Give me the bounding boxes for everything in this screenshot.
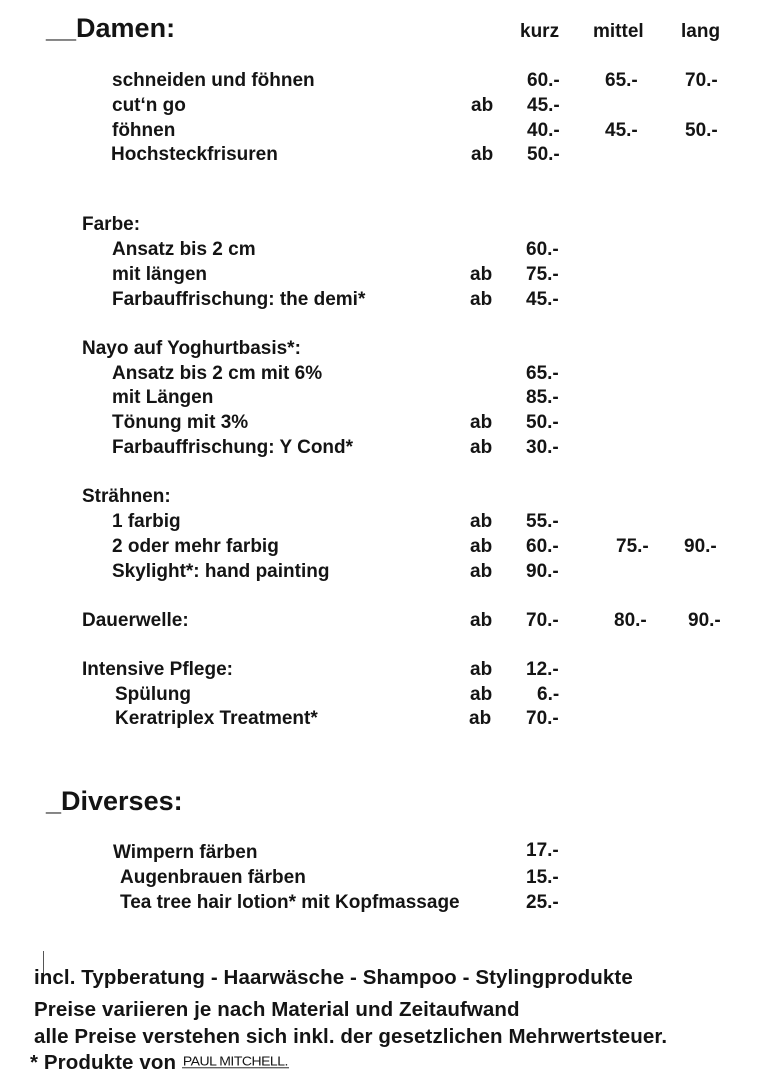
- column-header-mittel: mittel: [593, 21, 644, 42]
- price-kurz: 45.-: [527, 95, 560, 116]
- column-header-lang: lang: [681, 21, 721, 42]
- price-kurz: 90.-: [526, 561, 559, 582]
- price-lang: 70.-: [685, 70, 718, 91]
- price: 15.-: [526, 867, 559, 888]
- price-kurz: 60.-: [526, 536, 559, 557]
- service-label: Ansatz bis 2 cm mit 6%: [112, 363, 323, 384]
- ab-marker: ab: [470, 437, 493, 458]
- price-mittel: 65.-: [605, 70, 638, 91]
- footer-price-note: Preise variieren je nach Material und Zeitaufwand: [34, 998, 520, 1021]
- service-label: Keratriplex Treatment*: [115, 708, 318, 729]
- price-kurz: 60.-: [526, 239, 559, 260]
- service-label: Farbauffrischung: Y Cond*: [112, 437, 354, 458]
- ab-marker: ab: [470, 412, 493, 433]
- service-label: Hochsteckfrisuren: [111, 144, 278, 165]
- ab-marker: ab: [470, 684, 493, 705]
- service-label: 2 oder mehr farbig: [112, 536, 279, 557]
- footer-products-note: [30, 1051, 289, 1075]
- price-kurz: 70.-: [526, 708, 559, 729]
- footer-included-services: incl. Typberatung - Haarwäsche - Shampoo - Stylingprodukte: [34, 966, 633, 989]
- ab-marker: ab: [469, 708, 492, 729]
- price-kurz: 65.-: [526, 363, 559, 384]
- service-label: Ansatz bis 2 cm: [112, 239, 256, 260]
- price-kurz: 55.-: [526, 511, 559, 532]
- service-label: Tönung mit 3%: [112, 412, 249, 433]
- ab-marker: ab: [470, 536, 493, 557]
- service-label: Skylight*: hand painting: [112, 561, 330, 582]
- price-lang: 90.-: [688, 610, 721, 631]
- service-label: Spülung: [115, 684, 191, 705]
- ab-marker: ab: [470, 511, 493, 532]
- price-kurz: 6.-: [537, 684, 560, 705]
- section-title-damen: __Damen:: [46, 13, 176, 43]
- price-mittel: 45.-: [605, 120, 638, 141]
- price: 25.-: [526, 892, 559, 913]
- price-mittel: 80.-: [614, 610, 647, 631]
- service-label: mit Längen: [112, 387, 214, 408]
- category-title-pflege: Intensive Pflege:: [82, 659, 233, 680]
- price-lang: 50.-: [685, 120, 718, 141]
- ab-marker: ab: [470, 610, 493, 631]
- footer-vat-note: alle Preise verstehen sich inkl. der gesetzlichen Mehrwertsteuer.: [34, 1025, 668, 1048]
- price-lang: 90.-: [684, 536, 717, 557]
- service-label: cut‘n go: [112, 95, 186, 116]
- price-kurz: 50.-: [527, 144, 560, 165]
- price-kurz: 30.-: [526, 437, 559, 458]
- category-title-farbe: Farbe:: [82, 214, 141, 235]
- column-header-kurz: kurz: [520, 21, 560, 42]
- service-label: Wimpern färben: [113, 842, 258, 863]
- ab-marker: ab: [470, 561, 493, 582]
- price-kurz: 70.-: [526, 610, 559, 631]
- category-title-straehnen: Strähnen:: [82, 486, 171, 507]
- price-kurz: 40.-: [527, 120, 560, 141]
- service-label: mit längen: [112, 264, 208, 285]
- service-label: föhnen: [112, 120, 176, 141]
- service-label: 1 farbig: [112, 511, 181, 532]
- price-kurz: 50.-: [526, 412, 559, 433]
- service-label: Augenbrauen färben: [120, 867, 306, 888]
- brand-logo-paul-mitchell: PAUL MITCHELL.: [182, 1053, 288, 1069]
- price-kurz: 12.-: [526, 659, 559, 680]
- price-mittel: 75.-: [616, 536, 649, 557]
- section-title-diverses: _Diverses:: [46, 786, 183, 816]
- category-title-nayo: Nayo auf Yoghurtbasis*:: [82, 338, 301, 359]
- footer-products-prefix: * Produkte von: [30, 1051, 177, 1074]
- price-kurz: 45.-: [526, 289, 559, 310]
- ab-marker: ab: [470, 659, 493, 680]
- price-kurz: 85.-: [526, 387, 559, 408]
- price: 17.-: [526, 840, 559, 861]
- price-kurz: 75.-: [526, 264, 559, 285]
- service-label: schneiden und föhnen: [112, 70, 315, 91]
- category-title-dauerwelle: Dauerwelle:: [82, 610, 189, 631]
- price-kurz: 60.-: [527, 70, 560, 91]
- ab-marker: ab: [470, 289, 493, 310]
- ab-marker: ab: [470, 264, 493, 285]
- service-label: Farbauffrischung: the demi*: [112, 289, 366, 310]
- ab-marker: ab: [471, 144, 494, 165]
- ab-marker: ab: [471, 95, 494, 116]
- service-label: Tea tree hair lotion* mit Kopfmassage: [120, 892, 460, 913]
